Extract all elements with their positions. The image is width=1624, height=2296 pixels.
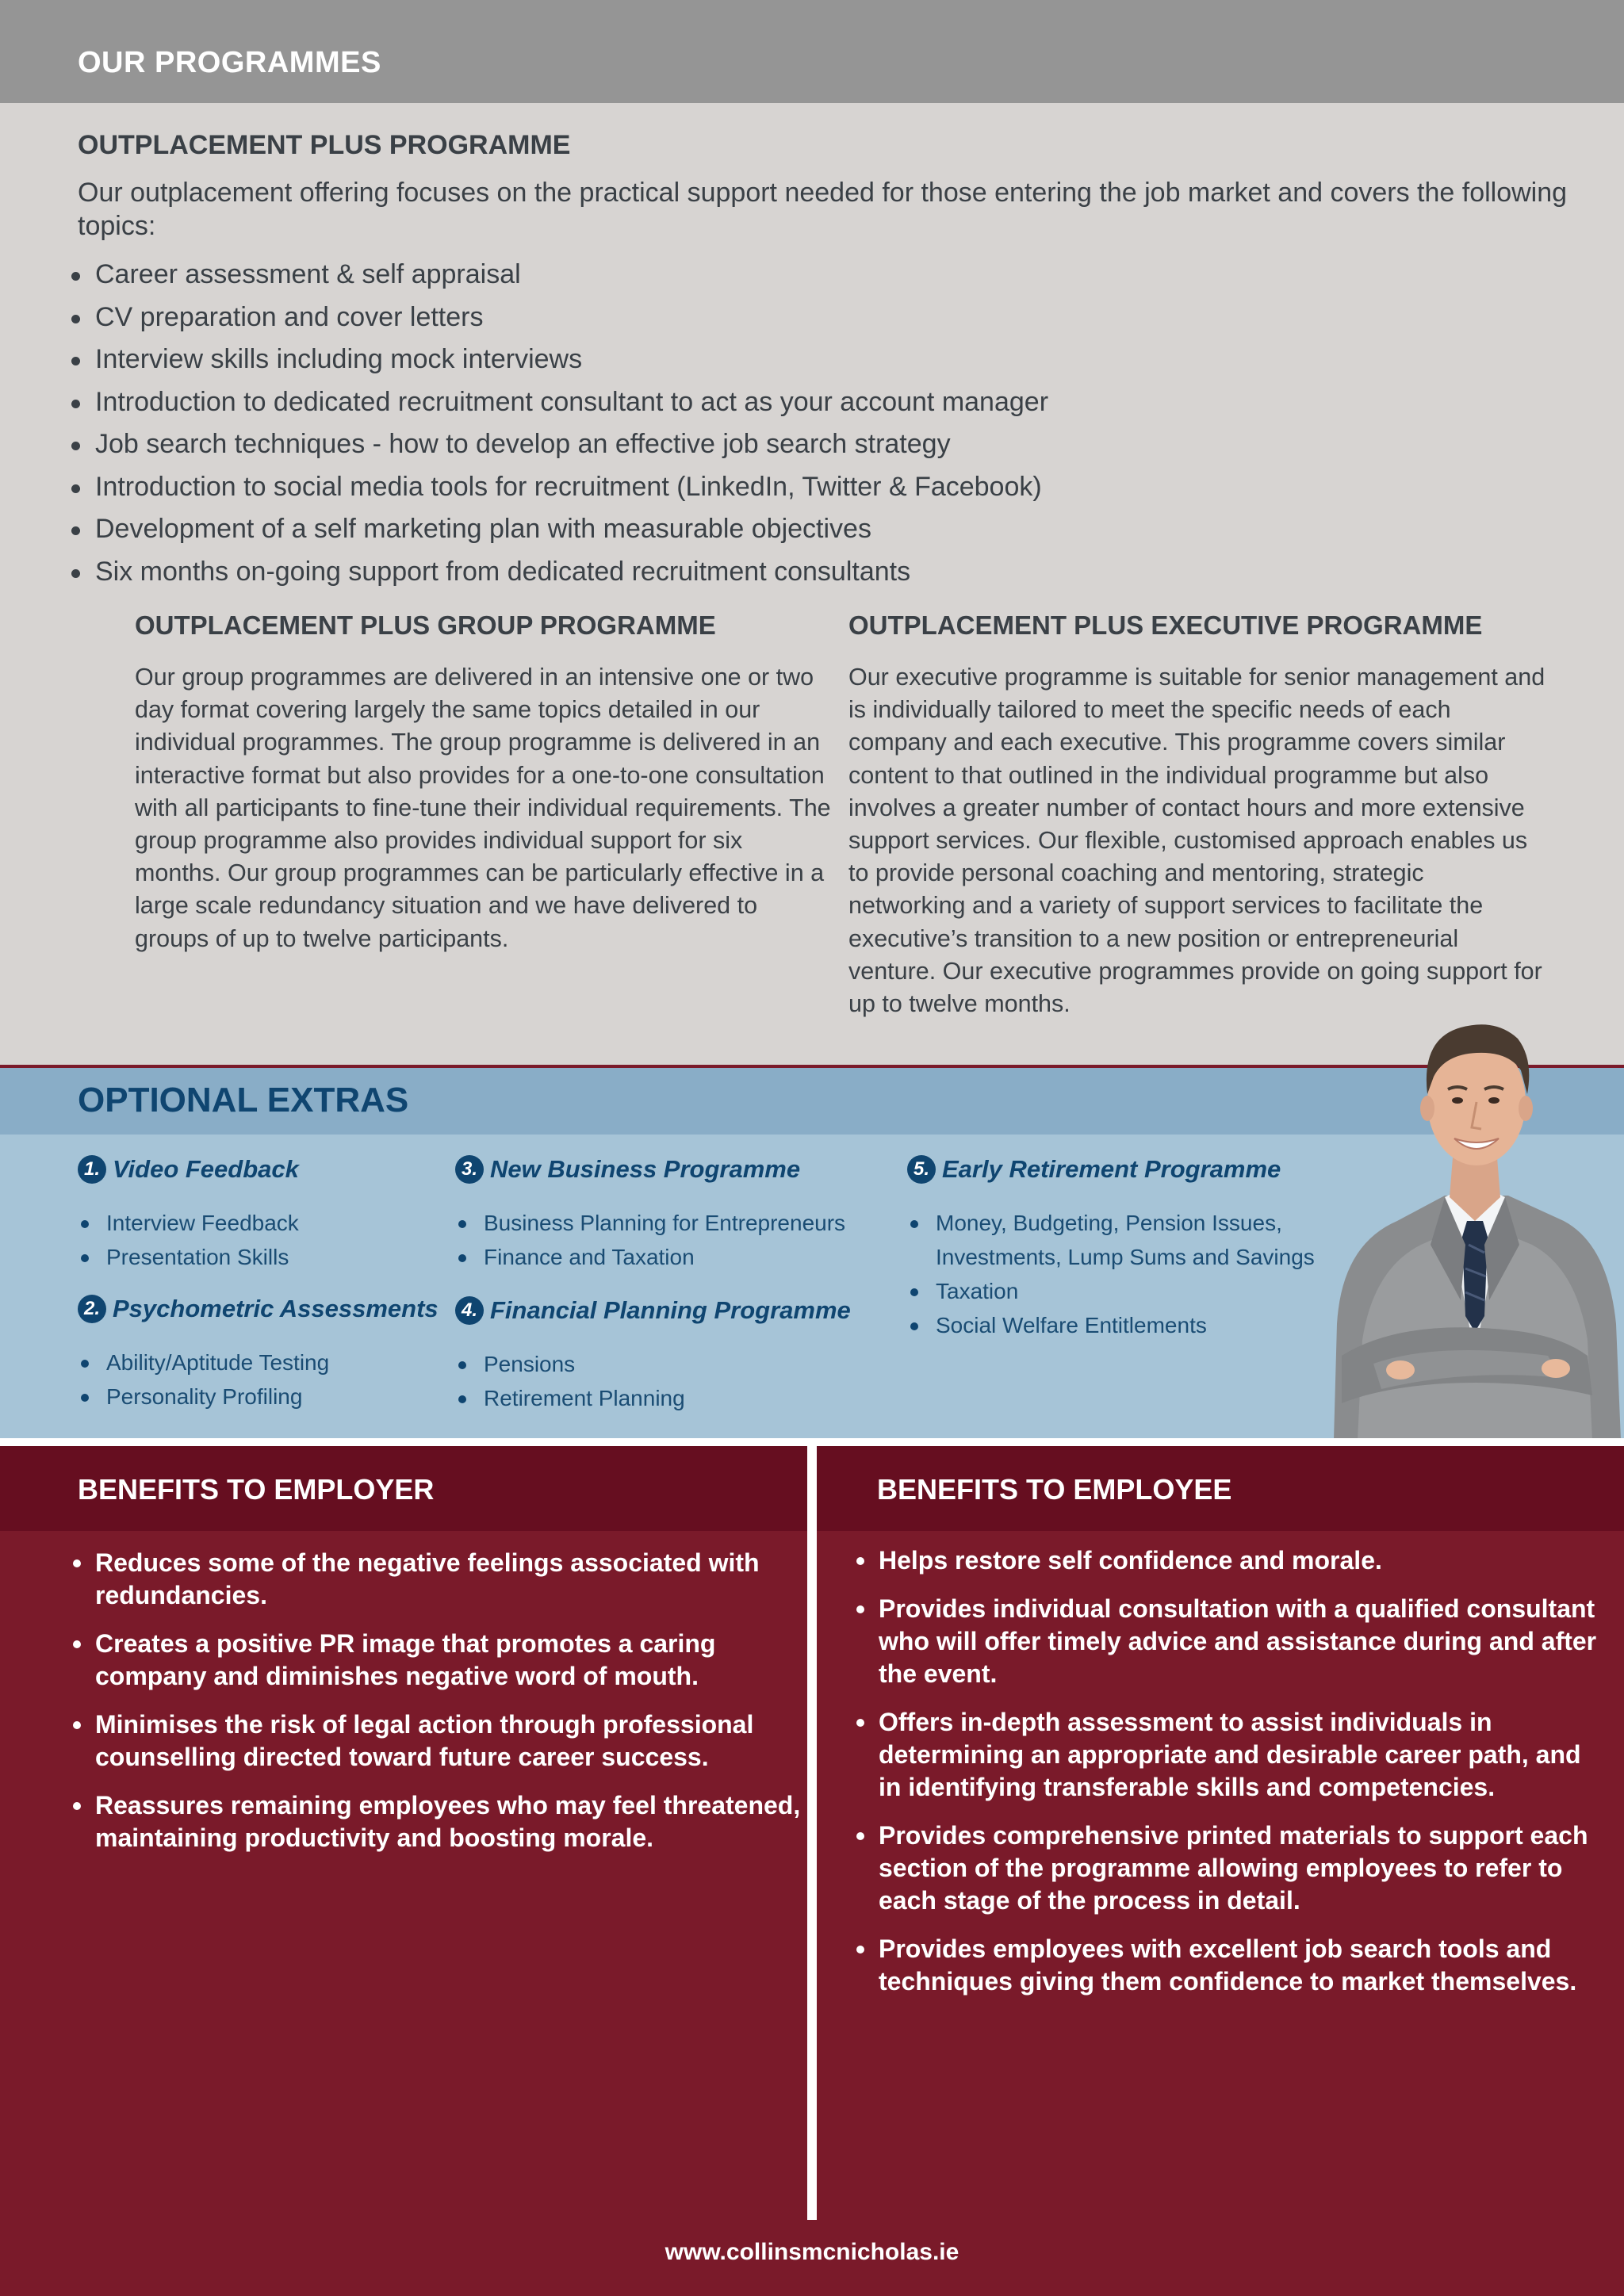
extra-point: Interview Feedback bbox=[78, 1206, 299, 1240]
extra-point: Social Welfare Entitlements bbox=[907, 1308, 1315, 1342]
benefit-item: Creates a positive PR image that promotes a caring company and diminishes negative word of mouth. bbox=[71, 1628, 801, 1693]
topic-item: Career assessment & self appraisal bbox=[71, 254, 1048, 297]
extra-point: Pensions bbox=[455, 1347, 851, 1381]
extra-point: Retirement Planning bbox=[455, 1381, 851, 1415]
businessman-photo bbox=[1326, 983, 1624, 1440]
outplacement-topics bbox=[71, 254, 1048, 593]
executive-programme bbox=[848, 610, 1546, 1020]
extra-point: Ability/Aptitude Testing bbox=[78, 1345, 439, 1380]
topic-item: CV preparation and cover letters bbox=[71, 297, 1048, 339]
extra-point: Taxation bbox=[907, 1274, 1315, 1308]
extra-title: Early Retirement Programme bbox=[942, 1155, 1281, 1183]
benefit-item: Provides individual consultation with a qualified consultant who will offer timely advice and assistance during and after the event. bbox=[855, 1593, 1608, 1690]
extra-title: Psychometric Assessments bbox=[113, 1295, 439, 1322]
benefit-item: Helps restore self confidence and morale. bbox=[855, 1544, 1608, 1577]
number-badge: 3. bbox=[455, 1155, 484, 1184]
extra-video-feedback bbox=[78, 1155, 299, 1274]
extra-point-continued: Investments, Lump Sums and Savings bbox=[936, 1245, 1315, 1269]
extra-title: Video Feedback bbox=[113, 1155, 299, 1183]
page-header bbox=[0, 0, 1624, 103]
benefit-item: Reduces some of the negative feelings associated with redundancies. bbox=[71, 1547, 801, 1612]
number-badge: 4. bbox=[455, 1296, 484, 1325]
benefits-employer-title: BENEFITS TO EMPLOYER bbox=[78, 1473, 435, 1506]
extra-financial-planning-programme bbox=[455, 1296, 851, 1415]
benefits-employer-header bbox=[0, 1446, 807, 1531]
group-programme bbox=[135, 610, 833, 955]
number-badge: 5. bbox=[907, 1155, 936, 1184]
number-badge: 1. bbox=[78, 1155, 106, 1184]
extra-title: Financial Planning Programme bbox=[490, 1296, 851, 1324]
benefits-employee-list bbox=[855, 1544, 1608, 2014]
group-programme-body: Our group programmes are delivered in an intensive one or two day format covering largely the same topics detailed in our individual programmes. The group programme is delivered in an interactive format but also provides for a one-to-one consultation with all participants to fine-tune their individual requirements. The group programme also provides individual support for six months. Our group programmes can be particularly effective in a large scale redundancy situation and we have delivered to groups of up to twelve participants. bbox=[135, 664, 831, 952]
benefits-employee-title: BENEFITS TO EMPLOYEE bbox=[877, 1473, 1232, 1506]
section-divider bbox=[0, 1438, 1624, 1446]
programmes-section bbox=[0, 103, 1624, 1065]
executive-programme-body: Our executive programme is suitable for senior management and is individually tailored to meet the specific needs of each company and each executive. This programme covers similar content to that outlined in the individual programme but also involves a greater number of contact hours and more extensive support services. Our flexible, customised approach enables us to provide personal coaching and mentoring, strategic networking and a variety of support services to facilitate the executive’s transition to a new position or entrepreneurial venture. Our executive programmes provide on going support for up to twelve months. bbox=[848, 664, 1545, 1018]
outplacement-heading: OUTPLACEMENT PLUS PROGRAMME bbox=[78, 130, 571, 160]
number-badge: 2. bbox=[78, 1295, 106, 1323]
topic-item: Job search techniques - how to develop an effective job search strategy bbox=[71, 423, 1048, 466]
benefit-item: Minimises the risk of legal action through professional counselling directed toward future career success. bbox=[71, 1709, 801, 1774]
extra-early-retirement-programme bbox=[907, 1155, 1315, 1342]
outplacement-intro: Our outplacement offering focuses on the practical support needed for those entering the job market and covers the following topics: bbox=[78, 178, 1568, 241]
topic-item: Development of a self marketing plan with measurable objectives bbox=[71, 508, 1048, 551]
topic-item: Interview skills including mock interviews bbox=[71, 339, 1048, 381]
extra-point: Business Planning for Entrepreneurs bbox=[455, 1206, 845, 1240]
topic-item: Introduction to social media tools for recruitment (LinkedIn, Twitter & Facebook) bbox=[71, 466, 1048, 509]
extra-title: New Business Programme bbox=[490, 1155, 801, 1183]
benefits-employer-list bbox=[71, 1547, 801, 1870]
page-title: OUR PROGRAMMES bbox=[78, 46, 381, 79]
topic-item: Introduction to dedicated recruitment consultant to act as your account manager bbox=[71, 381, 1048, 424]
benefit-item: Provides comprehensive printed materials to support each section of the programme allowing employees to refer to each stage of the process in detail. bbox=[855, 1820, 1608, 1917]
benefit-item: Reassures remaining employees who may feel threatened, maintaining productivity and boosting morale. bbox=[71, 1789, 801, 1854]
extra-point: Presentation Skills bbox=[78, 1240, 299, 1274]
website-link[interactable]: www.collinsmcnicholas.ie bbox=[665, 2239, 959, 2265]
extra-new-business-programme bbox=[455, 1155, 845, 1274]
extra-point: Finance and Taxation bbox=[455, 1240, 845, 1274]
benefits-employee-header bbox=[817, 1446, 1624, 1531]
topic-item: Six months on-going support from dedicated recruitment consultants bbox=[71, 551, 1048, 594]
optional-extras-title: OPTIONAL EXTRAS bbox=[78, 1081, 409, 1119]
group-programme-heading: OUTPLACEMENT PLUS GROUP PROGRAMME bbox=[135, 610, 716, 640]
extra-psychometric-assessments bbox=[78, 1295, 439, 1414]
column-divider bbox=[807, 1446, 817, 2220]
benefit-item: Offers in-depth assessment to assist individuals in determining an appropriate and desirable career path, and in identifying transferable skills and competencies. bbox=[855, 1706, 1608, 1804]
executive-programme-heading: OUTPLACEMENT PLUS EXECUTIVE PROGRAMME bbox=[848, 610, 1483, 640]
extra-point: Personality Profiling bbox=[78, 1380, 439, 1414]
benefit-item: Provides employees with excellent job search tools and techniques giving them confidence to market themselves. bbox=[855, 1933, 1608, 1998]
extra-point: Money, Budgeting, Pension Issues, bbox=[907, 1206, 1315, 1240]
